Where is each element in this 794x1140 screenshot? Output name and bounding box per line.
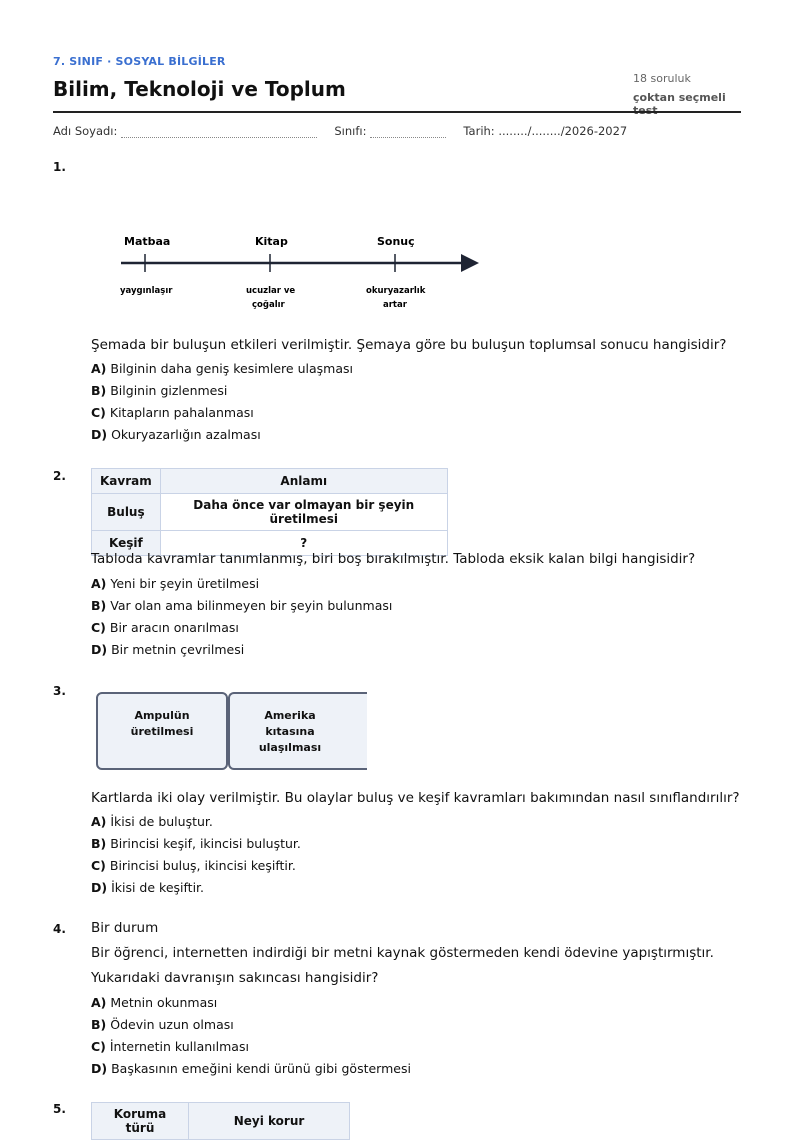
header-divider [53,111,741,113]
option-d[interactable] [91,880,204,895]
name-label: Adı Soyadı: [53,124,118,138]
option-text: Ödevin uzun olması [110,1017,234,1032]
card-line: ulaşılması [258,741,322,754]
diagram-note: artar [383,300,407,310]
table-cell: ? [160,531,447,556]
option-text: Okuryazarlığın azalması [111,427,261,442]
class-field[interactable] [370,127,446,138]
scenario-text: Bir öğrenci, internetten indirdiği bir metni kaynak göstermeden kendi ödevine yapıştırmıştır. [91,945,714,961]
table-header: Neyi korur [189,1103,350,1140]
option-key: D) [91,642,108,657]
option-key: D) [91,880,108,895]
option-text: Başkasının emeğini kendi ürünü gibi göstermesi [111,1061,411,1076]
grade-subject-label: 7. SINIF · SOSYAL BİLGİLER [53,55,226,68]
option-key: A) [91,814,107,829]
option-a[interactable] [91,995,217,1010]
diagram-note: ucuzlar ve [246,286,296,296]
question-text: Kartlarda iki olay verilmiştir. Bu olaylar buluş ve keşif kavramları bakımından nasıl sınıflandırılır? [91,790,740,806]
option-c[interactable] [91,858,296,873]
option-key: A) [91,995,107,1010]
option-d[interactable] [91,427,261,442]
question-number: 3. [53,684,66,698]
invention-effects-diagram [113,225,493,320]
card-line: kıtasına [265,725,315,738]
question-number: 2. [53,469,66,483]
table-header: Koruma türü [92,1103,189,1140]
option-text: Bir aracın onarılması [109,620,239,635]
option-text: Yeni bir şeyin üretilmesi [110,576,260,591]
question-text: Şemada bir buluşun etkileri verilmiştir. Şemaya göre bu buluşun toplumsal sonucu hangisidir? [91,337,727,353]
table-row [92,494,448,531]
option-key: D) [91,427,108,442]
option-a[interactable] [91,576,259,591]
option-key: C) [91,405,106,420]
table-cell: Daha önce var olmayan bir şeyin üretilmesi [160,494,447,531]
option-key: C) [91,1039,106,1054]
diagram-note: yaygınlaşır [120,286,173,296]
question-text: Yukarıdaki davranışın sakıncası hangisidir? [91,970,379,986]
diagram-note: okuryazarlık [366,286,426,296]
option-b[interactable] [91,598,392,613]
option-text: Metnin okunması [110,995,218,1010]
question-count: 18 soruluk [633,72,691,85]
option-d[interactable] [91,642,244,657]
option-key: B) [91,383,107,398]
option-key: C) [91,620,106,635]
diagram-label: Kitap [255,235,288,248]
table-header: Anlamı [160,469,447,494]
option-c[interactable] [91,620,239,635]
event-card [228,692,367,770]
option-key: B) [91,598,107,613]
option-text: Var olan ama bilinmeyen bir şeyin bulunması [110,598,393,613]
option-text: İnternetin kullanılması [109,1039,249,1054]
student-info-row [53,124,741,138]
option-text: İkisi de keşiftir. [111,880,205,895]
option-text: Bilginin daha geniş kesimlere ulaşması [110,361,353,376]
test-type: çoktan seçmeli [633,91,726,104]
event-cards [91,690,367,774]
timeline-arrowhead [461,254,479,272]
option-c[interactable] [91,1039,249,1054]
option-c[interactable] [91,405,254,420]
class-label: Sınıfı: [334,124,367,138]
option-a[interactable] [91,814,213,829]
table-cell: Keşif [92,531,161,556]
name-field[interactable] [121,127,317,138]
question-number: 1. [53,160,66,174]
page-title: Bilim, Teknoloji ve Toplum [53,77,346,101]
table-header: Kavram [92,469,161,494]
option-text: Birincisi buluş, ikincisi keşiftir. [109,858,296,873]
option-b[interactable] [91,836,301,851]
option-key: C) [91,858,106,873]
option-text: Bir metnin çevrilmesi [111,642,245,657]
diagram-label: Matbaa [124,235,171,248]
card-line: Ampulün [134,709,190,722]
question-number: 4. [53,922,66,936]
concept-table [91,468,448,556]
card-line: Amerika [264,709,316,722]
option-b[interactable] [91,1017,234,1032]
option-key: B) [91,1017,107,1032]
table-cell: Buluş [92,494,161,531]
option-text: Bilginin gizlenmesi [110,383,228,398]
card-line: üretilmesi [130,725,194,738]
option-key: B) [91,836,107,851]
question-text: Tabloda kavramlar tanımlanmış, biri boş bırakılmıştır. Tabloda eksik kalan bilgi hangisidir? [91,551,696,567]
option-key: D) [91,1061,108,1076]
option-text: Kitapların pahalanması [109,405,254,420]
option-a[interactable] [91,361,353,376]
protection-table [91,1102,350,1140]
diagram-note: çoğalır [252,300,285,310]
date-label: Tarih: ......../......../2026-2027 [463,124,628,138]
question-number: 5. [53,1102,66,1116]
diagram-label: Sonuç [377,235,415,248]
scenario-heading: Bir durum [91,920,159,936]
event-card [96,692,228,770]
option-text: İkisi de buluştur. [110,814,213,829]
option-d[interactable] [91,1061,411,1076]
option-key: A) [91,361,107,376]
option-key: A) [91,576,107,591]
option-text: Birincisi keşif, ikincisi buluştur. [110,836,301,851]
option-b[interactable] [91,383,227,398]
